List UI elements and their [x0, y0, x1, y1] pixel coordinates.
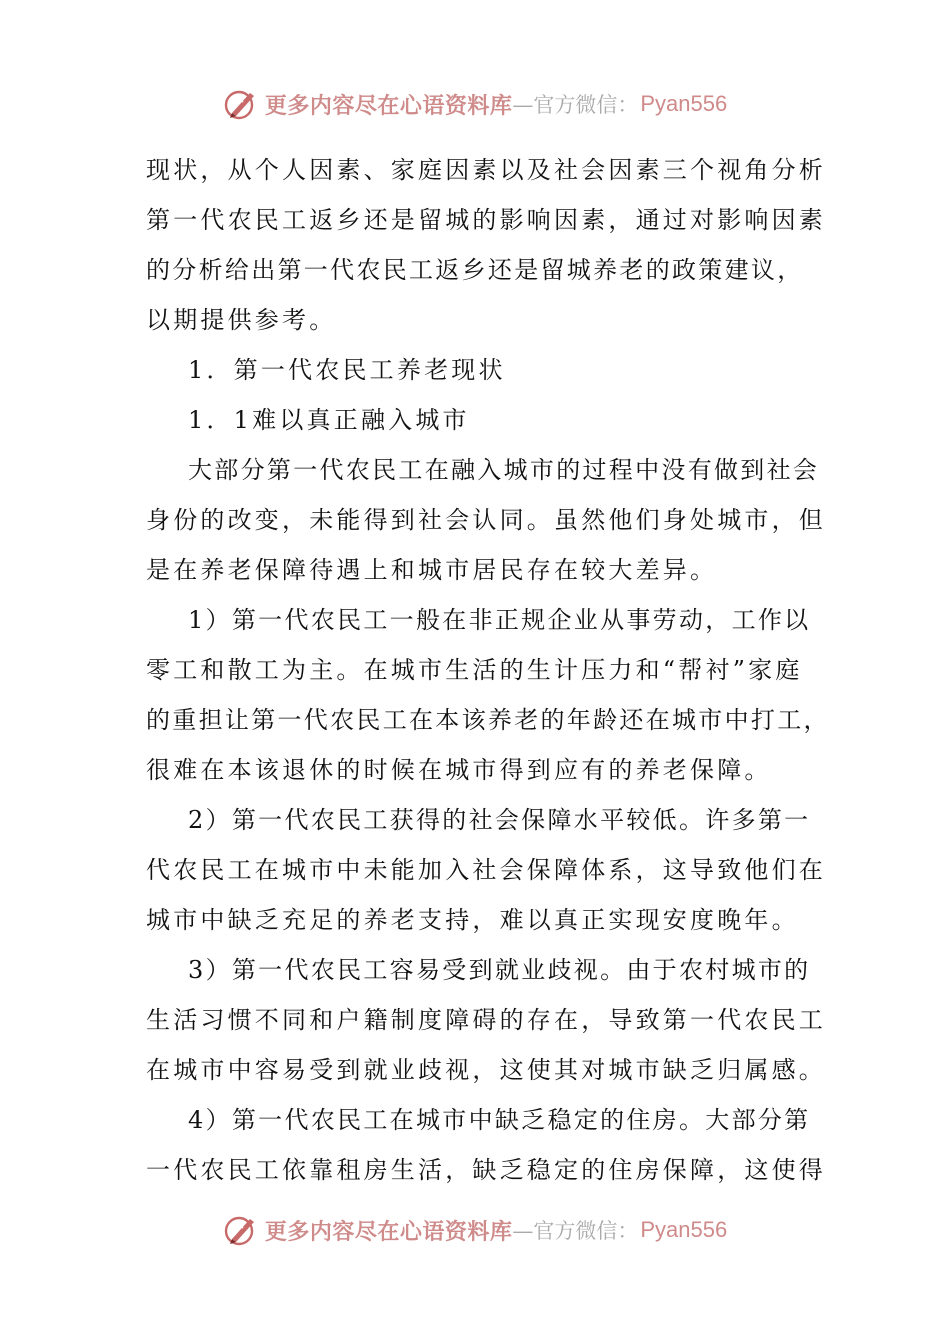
body-line: 现状，从个人因素、家庭因素以及社会因素三个视角分析: [146, 156, 826, 184]
document-body: [146, 145, 830, 1195]
watermark-brand-text: 更多内容尽在心语资料库: [264, 1218, 513, 1245]
body-line: 代农民工在城市中未能加入社会保障体系，这导致他们在: [146, 856, 826, 884]
body-line: 在城市中容易受到就业歧视，这使其对城市缺乏归属感。: [146, 1056, 826, 1084]
subsection-heading: 1．1难以真正融入城市: [188, 406, 470, 434]
body-line: 一代农民工依靠租房生活，缺乏稳定的住房保障，这使得: [146, 1156, 826, 1184]
body-line: 的分析给出第一代农民工返乡还是留城养老的政策建议，: [146, 256, 804, 284]
watermark-brand-text: 更多内容尽在心语资料库: [264, 92, 513, 119]
pen-logo-icon: [223, 86, 259, 122]
footer-watermark: [0, 1208, 950, 1252]
body-line: 城市中缺乏充足的养老支持，难以真正实现安度晚年。: [146, 906, 799, 934]
body-line: 的重担让第一代农民工在本该养老的年龄还在城市中打工，: [146, 706, 830, 734]
body-line: 身份的改变，未能得到社会认同。虽然他们身处城市，但: [146, 506, 826, 534]
header-watermark: [0, 82, 950, 126]
body-line: 零工和散工为主。在城市生活的生计压力和“帮衬”家庭: [146, 656, 803, 684]
body-line: 1）第一代农民工一般在非正规企业从事劳动，工作以: [188, 606, 811, 634]
watermark-wechat-id: Pyan556: [640, 1217, 728, 1242]
watermark-separator: —官方微信：: [512, 93, 639, 117]
section-heading: 1．第一代农民工养老现状: [188, 356, 506, 384]
watermark-wechat-id: Pyan556: [640, 91, 728, 116]
body-line: 以期提供参考。: [146, 306, 337, 334]
body-line: 很难在本该退休的时候在城市得到应有的养老保障。: [146, 756, 772, 784]
watermark-separator: —官方微信：: [512, 1219, 639, 1243]
pen-logo-icon: [223, 1212, 259, 1248]
body-line: 4）第一代农民工在城市中缺乏稳定的住房。大部分第: [188, 1106, 811, 1134]
body-line: 大部分第一代农民工在融入城市的过程中没有做到社会: [188, 456, 820, 484]
body-line: 生活习惯不同和户籍制度障碍的存在，导致第一代农民工: [146, 1006, 826, 1034]
body-line: 第一代农民工返乡还是留城的影响因素，通过对影响因素: [146, 206, 826, 234]
body-line: 是在养老保障待遇上和城市居民存在较大差异。: [146, 556, 718, 584]
body-line: 3）第一代农民工容易受到就业歧视。由于农村城市的: [188, 956, 811, 984]
body-line: 2）第一代农民工获得的社会保障水平较低。许多第一: [188, 806, 811, 834]
